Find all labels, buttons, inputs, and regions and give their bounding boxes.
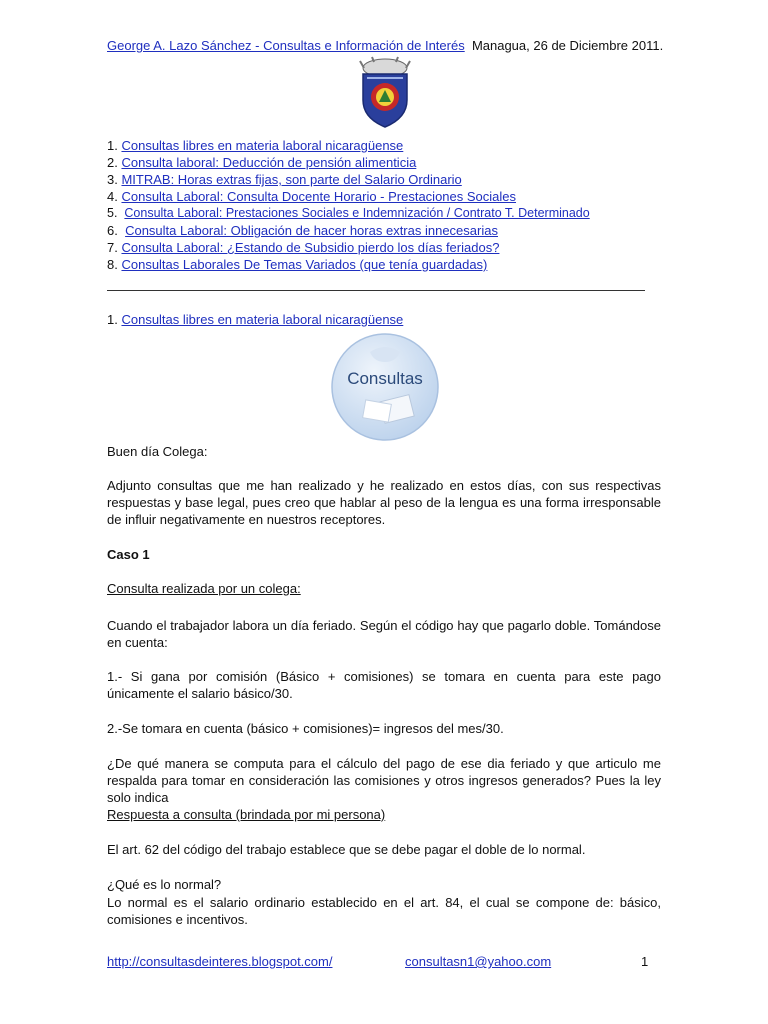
toc-item: 4. Consulta Laboral: Consulta Docente Horario - Prestaciones Sociales — [107, 189, 517, 204]
toc-item: 3. MITRAB: Horas extras fijas, son parte del Salario Ordinario — [107, 172, 462, 187]
toc-link[interactable]: Consultas libres en materia laboral nicaragüense — [121, 138, 404, 153]
toc-item: 1. Consultas libres en materia laboral nicaragüense — [107, 138, 404, 153]
query-paragraph-1: Cuando el trabajador labora un día feriado. Según el código hay que pagarlo doble. Tomándose en cuenta: — [107, 618, 661, 650]
header — [107, 37, 663, 54]
consultas-badge-icon — [330, 332, 440, 442]
query-paragraph-2: 1.- Si gana por comisión (Básico + comisiones) se tomara en cuenta para este pago únicamente el salario básico/30. — [107, 669, 661, 701]
footer-blog-link[interactable]: http://consultasdeinteres.blogspot.com/ — [107, 954, 333, 969]
query-heading: Consulta realizada por un colega: — [107, 581, 301, 596]
greeting: Buen día Colega: — [107, 444, 208, 459]
query-paragraph-4: ¿De qué manera se computa para el cálculo del pago de ese dia feriado y que articulo me respalda para tomar en consideración las comisiones y otros ingresos generados? Pues la ley solo indica — [107, 756, 661, 805]
toc-item: 6. Consulta Laboral: Obligación de hacer horas extras innecesarias — [107, 223, 498, 238]
badge-label: Consultas — [347, 369, 423, 388]
toc-link[interactable]: MITRAB: Horas extras fijas, son parte del Salario Ordinario — [121, 172, 462, 187]
footer-email-link[interactable]: consultasn1@yahoo.com — [405, 954, 552, 969]
answer-paragraph-2: Lo normal es el salario ordinario establecido en el art. 84, el cual se compone de: básico, comisiones e incentivos. — [107, 895, 661, 927]
answer-paragraph-1: El art. 62 del código del trabajo establece que se debe pagar el doble de lo normal. — [107, 842, 586, 857]
header-date: Managua, 26 de Diciembre 2011. — [471, 38, 664, 53]
page-number: 1 — [641, 954, 649, 969]
toc-link[interactable]: Consulta laboral: Deducción de pensión alimenticia — [121, 155, 417, 170]
section-title-link[interactable]: Consultas libres en materia laboral nicaragüense — [121, 312, 404, 327]
answer-heading: Respuesta a consulta (brindada por mi persona) — [107, 807, 386, 822]
toc-item: 5. Consulta Laboral: Prestaciones Sociales e Indemnización / Contrato T. Determinado — [107, 206, 590, 220]
header-author-link[interactable]: George A. Lazo Sánchez - Consultas e Información de Interés — [107, 38, 465, 53]
divider-line — [107, 290, 645, 291]
table-of-contents — [107, 137, 590, 273]
section-title: 1. Consultas libres en materia laboral nicaragüense — [107, 312, 404, 327]
intro-paragraph: Adjunto consultas que me han realizado y he realizado en estos días, con sus respectivas respuestas y base legal, pues creo que hablar al peso de la lengua es una forma irresponsable de influir negativamente en nuestros receptores. — [107, 478, 661, 527]
toc-link[interactable]: Consultas Laborales De Temas Variados (que tenía guardadas) — [121, 257, 488, 272]
toc-link[interactable]: Consulta Laboral: ¿Estando de Subsidio pierdo los días feriados? — [121, 240, 500, 255]
toc-link[interactable]: Consulta Laboral: Consulta Docente Horario - Prestaciones Sociales — [121, 189, 517, 204]
toc-item: 7. Consulta Laboral: ¿Estando de Subsidio pierdo los días feriados? — [107, 240, 500, 255]
toc-link[interactable]: Consulta Laboral: Obligación de hacer horas extras innecesarias — [125, 223, 498, 238]
university-seal-icon — [354, 56, 416, 130]
query-paragraph-3: 2.-Se tomara en cuenta (básico + comisiones)= ingresos del mes/30. — [107, 721, 504, 736]
toc-item: 8. Consultas Laborales De Temas Variados (que tenía guardadas) — [107, 257, 488, 272]
case-title: Caso 1 — [107, 547, 150, 562]
toc-link[interactable]: Consulta Laboral: Prestaciones Sociales e Indemnización / Contrato T. Determinado — [124, 206, 590, 220]
toc-item: 2. Consulta laboral: Deducción de pensión alimenticia — [107, 155, 417, 170]
answer-question: ¿Qué es lo normal? — [107, 877, 222, 892]
